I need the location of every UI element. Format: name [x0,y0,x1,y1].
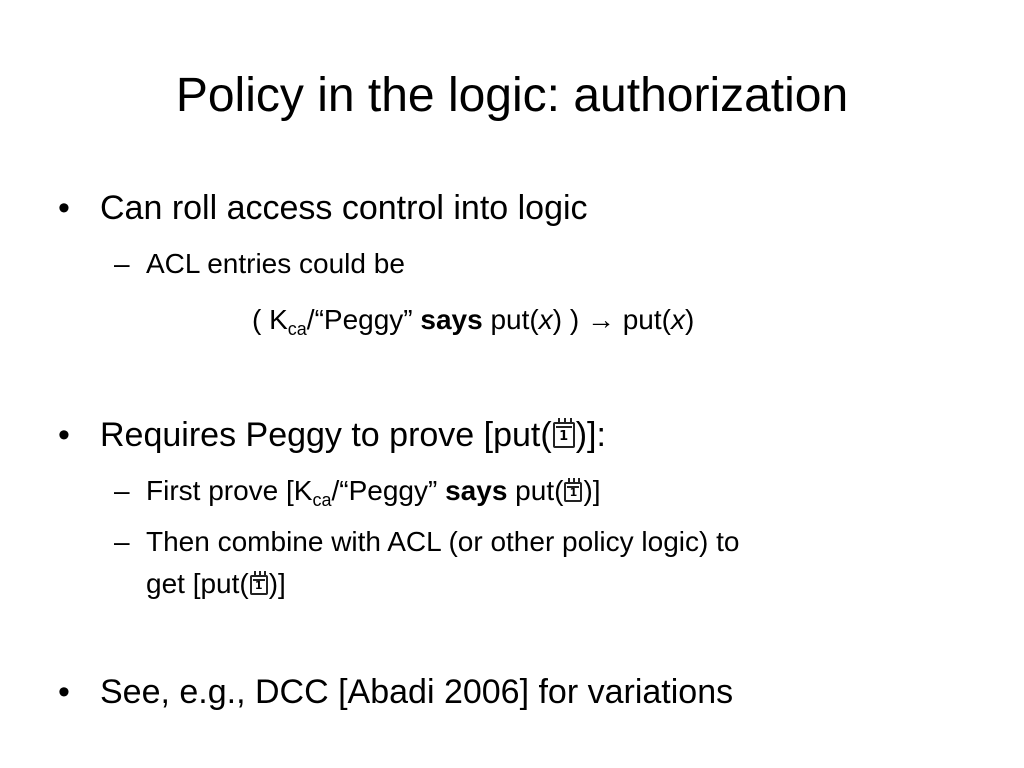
formula-variable: x [670,304,685,335]
bullet-marker: • [58,416,70,454]
bullet-see-dcc [58,670,733,714]
put-text: put( [507,475,564,506]
formula-put: put( [482,304,539,335]
formula-close: ) ) [552,304,587,335]
formula-says-keyword: says [420,304,483,335]
subbullet-text: ACL entries could be [146,248,405,279]
sub-marker: – [114,248,130,279]
bullet-text: See, e.g., DCC [Abadi 2006] for variations [100,673,734,711]
calendar-day-1-icon [553,422,575,448]
sub-marker: – [114,475,130,506]
subbullet-text: Then combine with ACL (or other policy logic) to [146,526,740,557]
subbullet-then-combine-line2 [146,564,286,604]
subscript: ca [312,490,332,510]
subbullet-first-prove [114,471,601,511]
formula-principal: /“Peggy” [306,304,421,335]
bullet-text: Requires Peggy to prove [put( [100,416,552,454]
bullet-marker: • [58,673,70,711]
formula-close: ) [684,304,695,335]
formula-put: put( [614,304,671,335]
bullet-text-end: )]: [575,416,606,454]
subbullet-text: First prove [K [146,475,313,506]
subbullet-text-end: )] [583,475,601,506]
subbullet-then-combine [114,522,739,562]
formula-open: ( K [252,304,288,335]
formula-variable: x [538,304,553,335]
bullet-text: Can roll access control into logic [100,189,588,227]
acl-formula [252,300,694,340]
calendar-day-1-icon [564,482,582,502]
subbullet-acl-entries [114,244,405,284]
sub-marker: – [114,526,130,557]
bullet-access-control [58,186,588,230]
principal-text: /“Peggy” [331,475,446,506]
calendar-day-1-icon [250,575,268,595]
subbullet-text-end: )] [268,568,286,599]
subbullet-text: get [put( [146,568,249,599]
bullet-requires-peggy [58,413,606,457]
bullet-marker: • [58,189,70,227]
implies-arrow: → [586,304,615,335]
formula-subscript: ca [287,319,307,339]
slide-title: Policy in the logic: authorization [175,69,849,122]
says-keyword: says [445,475,508,506]
